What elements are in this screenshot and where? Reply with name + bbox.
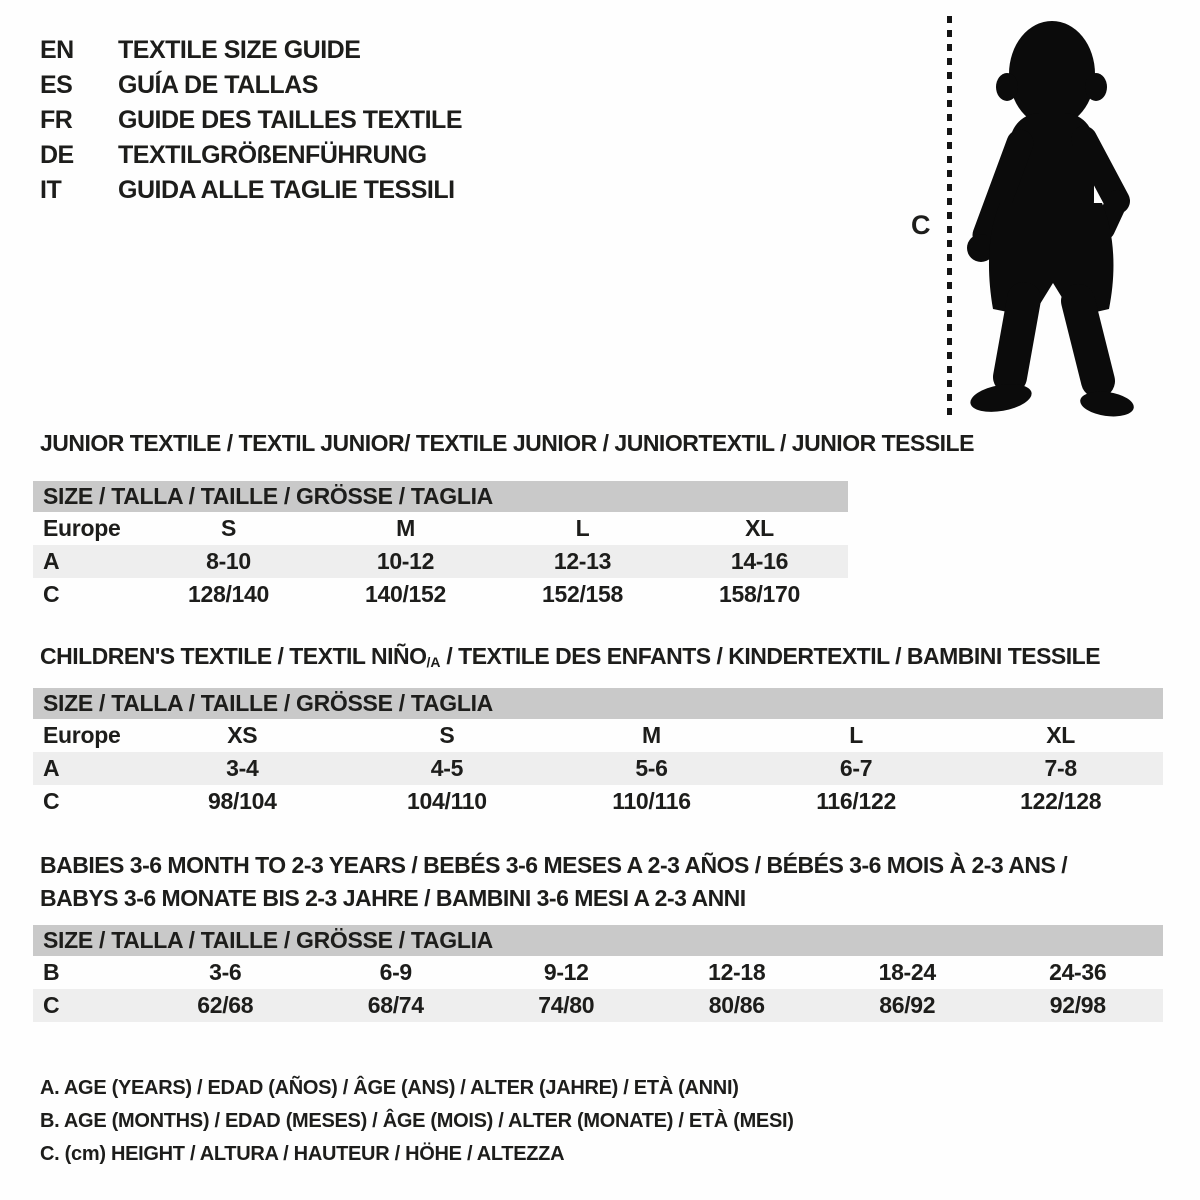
months-cell: 18-24 [878,959,936,985]
babies-section-title [40,849,1067,915]
height-cell: 104/110 [407,788,487,814]
language-code: IT [40,176,62,204]
table-row-age [33,752,1163,785]
age-cell: 5-6 [635,755,668,781]
height-cell: 116/122 [816,788,896,814]
row-label: A [43,548,60,574]
language-title: TEXTILGRÖßENFÜHRUNG [118,141,427,169]
measure-legend [40,1072,794,1171]
size-cell: S [439,722,455,748]
language-title: GUIDE DES TAILLES TEXTILE [118,106,463,134]
children-title-prefix: CHILDREN'S TEXTILE / TEXTIL NIÑO [40,643,427,669]
age-cell: 10-12 [376,548,435,574]
age-cell: 14-16 [730,548,789,574]
height-cell: 152/158 [541,581,624,607]
months-cell: 6-9 [379,959,412,985]
height-cell: 62/68 [197,992,254,1018]
table-row-age [33,545,848,578]
row-label: Europe [43,515,121,541]
row-label: B [43,959,60,985]
language-code: DE [40,141,74,169]
language-code: ES [40,71,73,99]
size-cell: XL [745,515,774,541]
height-cell: 158/170 [718,581,801,607]
age-cell: 4-5 [430,755,464,781]
language-title: GUIDA ALLE TAGLIE TESSILI [118,176,455,204]
size-header-bar: SIZE / TALLA / TAILLE / GRÖSSE / TAGLIA [33,688,1163,719]
language-row [40,173,462,208]
legend-line-b: B. AGE (MONTHS) / EDAD (MESES) / ÂGE (MOIS) / ALTER (MONATE) / ETÀ (MESI) [40,1110,794,1132]
size-cell: L [575,515,590,541]
babies-title-line2: BABYS 3-6 MONATE BIS 2-3 JAHRE / BAMBINI 3-6 MESI A 2-3 ANNI [40,885,746,911]
children-size-table [33,688,1163,818]
height-cell: 74/80 [538,992,595,1018]
height-cell: 68/74 [367,992,424,1018]
children-title-sub: /A [426,654,441,670]
language-code: FR [40,106,73,134]
row-label: C [43,788,60,814]
size-cell: XL [1046,722,1076,748]
months-cell: 3-6 [209,959,242,985]
months-cell: 9-12 [543,959,589,985]
size-cell: XS [227,722,258,748]
age-cell: 6-7 [839,755,873,781]
toddler-silhouette-icon [960,16,1138,418]
height-cell: 140/152 [364,581,447,607]
size-cell: M [642,722,661,748]
babies-title-line1: BABIES 3-6 MONTH TO 2-3 YEARS / BEBÉS 3-6 MESES A 2-3 AÑOS / BÉBÉS 3-6 MOIS À 2-3 ANS / [40,852,1068,878]
table-row-height [33,989,1163,1022]
language-title: TEXTILE SIZE GUIDE [118,36,361,64]
language-row [40,68,462,103]
babies-size-table [33,925,1163,1022]
height-cell: 80/86 [708,992,765,1018]
row-label: A [43,755,60,781]
size-cell: L [849,722,863,748]
table-row-height [33,578,848,611]
height-cell: 86/92 [879,992,936,1018]
language-code: EN [40,36,74,64]
row-label: C [43,581,60,607]
height-measure-dashed-line [947,16,952,416]
age-cell: 3-4 [226,755,259,781]
legend-line-c: C. (cm) HEIGHT / ALTURA / HAUTEUR / HÖHE / ALTEZZA [40,1143,565,1165]
height-measure-label: C [911,210,931,240]
language-row [40,33,462,68]
height-cell: 92/98 [1049,992,1106,1018]
size-header-bar: SIZE / TALLA / TAILLE / GRÖSSE / TAGLIA [33,481,848,512]
junior-size-table [33,481,848,611]
age-cell: 12-13 [553,548,612,574]
table-row-height [33,785,1163,818]
language-title-block [40,33,462,208]
months-cell: 24-36 [1049,959,1107,985]
months-cell: 12-18 [708,959,766,985]
table-row-europe [33,719,1163,752]
age-cell: 8-10 [206,548,251,574]
height-cell: 122/128 [1020,788,1102,814]
legend-line-a: A. AGE (YEARS) / EDAD (AÑOS) / ÂGE (ANS) / ALTER (JAHRE) / ETÀ (ANNI) [40,1077,739,1099]
size-header-bar: SIZE / TALLA / TAILLE / GRÖSSE / TAGLIA [33,925,1163,956]
height-cell: 98/104 [208,788,277,814]
children-section-title [40,643,1100,670]
size-cell: S [220,515,237,541]
children-title-suffix: / TEXTILE DES ENFANTS / KINDERTEXTIL / BAMBINI TESSILE [440,643,1101,669]
height-cell: 110/116 [612,788,691,814]
language-row [40,103,462,138]
height-cell: 128/140 [187,581,270,607]
junior-section-title: JUNIOR TEXTILE / TEXTIL JUNIOR/ TEXTILE JUNIOR / JUNIORTEXTIL / JUNIOR TESSILE [40,430,974,456]
size-cell: M [396,515,415,541]
row-label: Europe [43,722,121,748]
language-title: GUÍA DE TALLAS [118,71,318,99]
row-label: C [43,992,60,1018]
table-row-europe [33,512,848,545]
language-row [40,138,462,173]
table-row-months [33,956,1163,989]
age-cell: 7-8 [1044,755,1077,781]
